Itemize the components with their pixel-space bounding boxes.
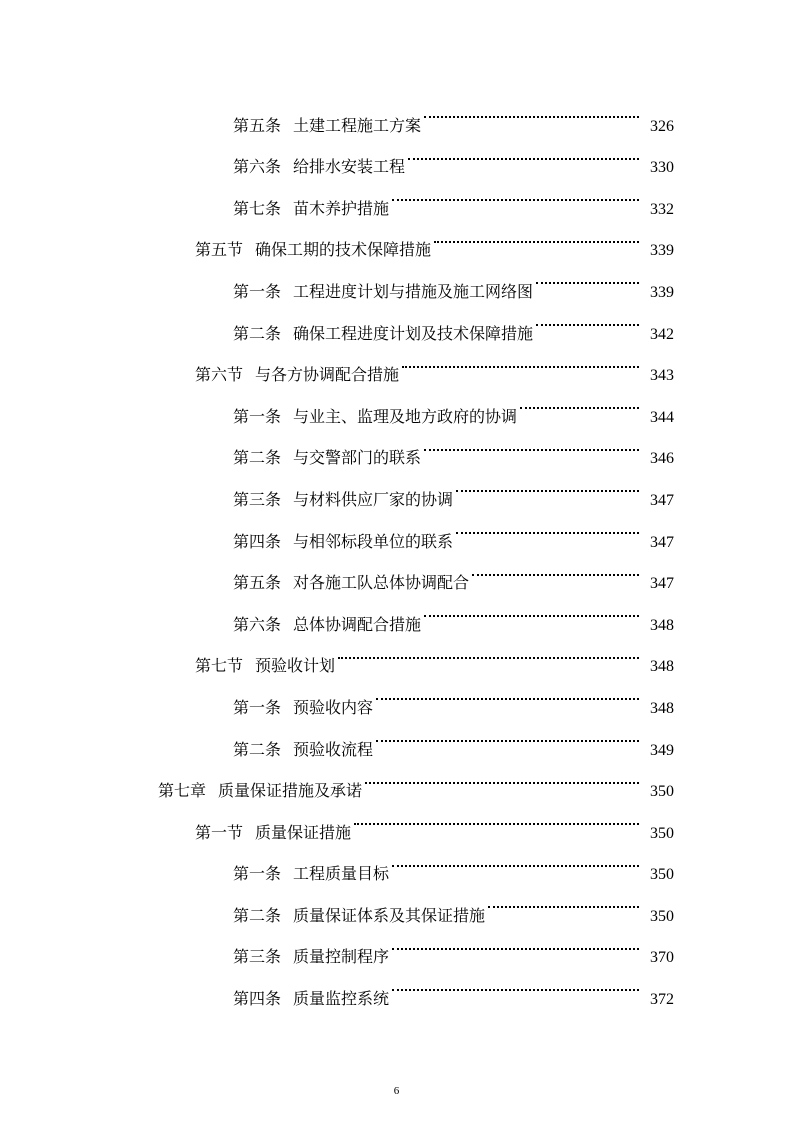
toc-entry-number: 第三条 — [233, 947, 282, 967]
toc-entry-page: 370 — [650, 949, 674, 967]
toc-entry-title: 工程质量目标 — [293, 864, 390, 884]
toc-entry-number: 第六条 — [233, 157, 282, 177]
toc-leader-dots — [402, 339, 639, 381]
toc-entry-page: 347 — [650, 533, 674, 551]
toc-leader-dots — [354, 796, 639, 838]
toc-entry-number: 第四条 — [233, 989, 282, 1009]
toc-entry-page: 348 — [650, 616, 674, 634]
toc-entry-title: 质量控制程序 — [293, 947, 390, 967]
toc-entry-page: 326 — [650, 117, 674, 135]
table-of-contents — [0, 89, 793, 1009]
toc-entry-page: 350 — [650, 907, 674, 925]
toc-entry-page: 339 — [650, 283, 674, 301]
toc-entry[interactable] — [0, 671, 793, 717]
toc-entry-number: 第五条 — [233, 573, 282, 593]
toc-entry-page: 332 — [650, 200, 674, 218]
toc-entry-page: 350 — [650, 783, 674, 801]
toc-entry-number: 第二条 — [233, 739, 282, 759]
toc-leader-dots — [472, 547, 639, 589]
toc-entry-number: 第一条 — [233, 697, 282, 717]
toc-leader-dots — [365, 755, 639, 797]
toc-entry-page: 348 — [650, 699, 674, 717]
toc-entry[interactable] — [0, 921, 793, 967]
toc-entry-title: 预验收流程 — [293, 739, 374, 759]
toc-leader-dots — [376, 713, 639, 755]
toc-entry[interactable] — [0, 838, 793, 884]
toc-leader-dots — [456, 463, 639, 505]
toc-entry-page: 372 — [650, 991, 674, 1009]
page-number: 6 — [393, 1085, 400, 1097]
toc-leader-dots — [392, 172, 639, 214]
toc-entry-title: 总体协调配合措施 — [293, 614, 422, 634]
toc-entry-page: 347 — [650, 575, 674, 593]
toc-leader-dots — [392, 838, 639, 880]
toc-entry-number: 第一条 — [233, 281, 282, 301]
toc-leader-dots — [376, 671, 639, 713]
toc-entry-title: 确保工程进度计划及技术保障措施 — [293, 323, 534, 343]
toc-entry-number: 第六条 — [233, 614, 282, 634]
toc-leader-dots — [408, 131, 639, 173]
toc-entry-number: 第五节 — [195, 240, 244, 260]
toc-entry[interactable] — [0, 796, 793, 842]
toc-entry-title: 与业主、监理及地方政府的协调 — [293, 406, 518, 426]
toc-leader-dots — [424, 89, 639, 131]
toc-leader-dots — [338, 630, 639, 672]
toc-entry-page: 346 — [650, 450, 674, 468]
toc-leader-dots — [520, 380, 639, 422]
toc-entry-page: 342 — [650, 325, 674, 343]
toc-entry-number: 第七章 — [158, 781, 207, 801]
toc-entry-title: 预验收内容 — [293, 697, 374, 717]
toc-entry-page: 343 — [650, 367, 674, 385]
toc-leader-dots — [434, 214, 639, 256]
toc-entry-title: 给排水安装工程 — [293, 157, 406, 177]
toc-leader-dots — [424, 588, 639, 630]
toc-entry-number: 第七条 — [233, 198, 282, 218]
toc-entry-page: 347 — [650, 491, 674, 509]
toc-entry-title: 与交警部门的联系 — [293, 448, 422, 468]
toc-entry[interactable] — [0, 879, 793, 925]
toc-leader-dots — [392, 921, 639, 963]
toc-entry-title: 土建工程施工方案 — [293, 115, 422, 135]
toc-entry-number: 第四条 — [233, 531, 282, 551]
toc-entry-number: 第六节 — [195, 365, 244, 385]
toc-entry[interactable] — [0, 214, 793, 260]
toc-entry-title: 对各施工队总体协调配合 — [293, 573, 470, 593]
toc-entry-number: 第七节 — [195, 656, 244, 676]
toc-entry-title: 质量监控系统 — [293, 989, 390, 1009]
toc-entry[interactable] — [0, 755, 793, 801]
toc-entry-title: 与相邻标段单位的联系 — [293, 531, 454, 551]
toc-entry-page: 348 — [650, 658, 674, 676]
toc-entry-title: 工程进度计划与措施及施工网络图 — [293, 281, 534, 301]
toc-leader-dots — [424, 422, 639, 464]
toc-entry-number: 第二条 — [233, 448, 282, 468]
toc-entry[interactable] — [0, 962, 793, 1009]
toc-entry[interactable] — [0, 630, 793, 676]
toc-leader-dots — [456, 505, 639, 547]
toc-entry-title: 预验收计划 — [255, 656, 336, 676]
toc-entry[interactable] — [0, 89, 793, 135]
toc-entry[interactable] — [0, 713, 793, 759]
toc-entry-title: 苗木养护措施 — [293, 198, 390, 218]
toc-entry-number: 第二条 — [233, 905, 282, 925]
toc-entry-number: 第二条 — [233, 323, 282, 343]
toc-entry-title: 质量保证体系及其保证措施 — [293, 905, 486, 925]
toc-entry-number: 第一节 — [195, 822, 244, 842]
toc-entry-page: 349 — [650, 741, 674, 759]
toc-entry-page: 339 — [650, 242, 674, 260]
toc-entry-page: 350 — [650, 824, 674, 842]
toc-entry-title: 确保工期的技术保障措施 — [255, 240, 432, 260]
toc-leader-dots — [488, 879, 639, 921]
toc-leader-dots — [392, 962, 639, 1004]
toc-entry-number: 第三条 — [233, 489, 282, 509]
toc-entry-page: 330 — [650, 159, 674, 177]
toc-entry-page: 344 — [650, 408, 674, 426]
toc-entry-title: 与各方协调配合措施 — [255, 365, 400, 385]
toc-entry-title: 质量保证措施 — [255, 822, 352, 842]
toc-entry-number: 第五条 — [233, 115, 282, 135]
toc-leader-dots — [536, 255, 639, 297]
toc-entry[interactable] — [0, 172, 793, 218]
toc-entry-title: 质量保证措施及承诺 — [218, 781, 363, 801]
toc-entry-number: 第一条 — [233, 864, 282, 884]
toc-entry-title: 与材料供应厂家的协调 — [293, 489, 454, 509]
toc-leader-dots — [536, 297, 639, 339]
toc-entry-number: 第一条 — [233, 406, 282, 426]
toc-entry-page: 350 — [650, 866, 674, 884]
